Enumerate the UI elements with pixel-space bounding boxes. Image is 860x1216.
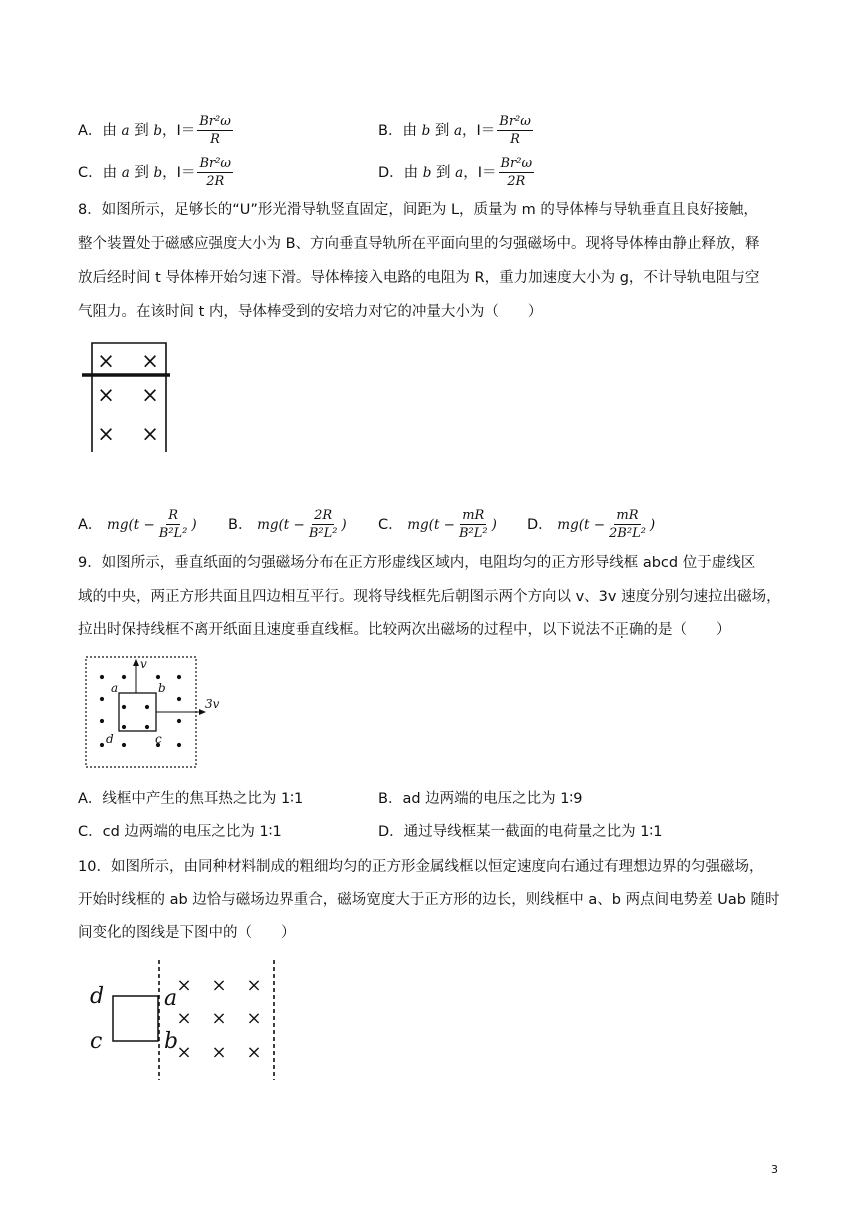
page-number: 3 — [771, 1163, 778, 1176]
svg-text:×: × — [97, 422, 115, 446]
q9-text-line-2: 域的中央，两正方形共面且四边相互平行。现将导线框先后朝图示两个方向以 v、3v 速度分别匀速拉出磁场， — [78, 589, 781, 605]
svg-text:×: × — [176, 975, 192, 996]
svg-text:×: × — [211, 1042, 227, 1063]
svg-text:×: × — [176, 1008, 192, 1029]
q9-field-figure — [84, 655, 224, 770]
q10-text-line-1: 10．如图所示，由同种材料制成的粗细均匀的正方形金属线框以恒定速度向右通过有理想边界的匀强磁场， — [78, 859, 764, 875]
svg-text:×: × — [211, 1008, 227, 1029]
svg-text:×: × — [246, 975, 262, 996]
q8-text-line-2: 整个装置处于磁感应强度大小为 B、方向垂直导轨所在平面向里的匀强磁场中。现将导体棒由静止释放，释 — [78, 236, 760, 252]
svg-text:×: × — [246, 1042, 262, 1063]
q9-text-line-1: 9．如图所示，垂直纸面的匀强磁场分布在正方形虚线区域内，电阻均匀的正方形导线框 abcd 位于虚线区 — [78, 555, 756, 571]
label-b: b — [164, 1029, 179, 1054]
label-c: c — [155, 732, 162, 746]
q8-text-line-3: 放后经时间 t 导体棒开始匀速下滑。导体棒接入电路的电阻为 R，重力加速度大小为 g，不计导轨电阻与空 — [78, 270, 760, 286]
fraction: $\frac{\text{Br²ω}}{R}$ — [199, 114, 231, 147]
q8-option-a: A． mg(t − $\frac{R}{\text{B²L²}}$ ) — [78, 508, 197, 541]
emphasis-not-correct: 不正确 — [600, 622, 644, 638]
label-v: v — [140, 657, 147, 671]
q7-option-d: D．由 b 到 a ，I＝ $\frac{\text{Br²ω}}{2R}$ — [378, 156, 533, 189]
field-cross-symbols — [176, 975, 261, 1063]
q9-option-b: B．ad 边两端的电压之比为 1∶9 — [378, 791, 583, 807]
fraction: $\frac{R}{\text{B²L²}}$ — [158, 508, 188, 541]
label-a: a — [111, 681, 119, 695]
q8-option-b: B． mg(t − $\frac{2R}{\text{B²L²}}$ ) — [228, 508, 347, 541]
q8-option-c: C． mg(t − $\frac{mR}{\text{B²L²}}$ ) — [378, 508, 497, 541]
svg-text:×: × — [141, 349, 159, 373]
svg-text:×: × — [211, 975, 227, 996]
svg-text:×: × — [97, 383, 115, 407]
q7-option-c: C．由 a 到 b ，I＝ $\frac{\text{Br²ω}}{2R}$ — [78, 156, 232, 189]
q7-option-b: B．由 b 到 a ，I＝ $\frac{\text{Br²ω}}{R}$ — [378, 114, 531, 147]
q7-option-a: A．由 a 到 b ，I＝ $\frac{\text{Br²ω}}{R}$ — [78, 114, 231, 147]
field-cross-symbols — [97, 349, 159, 446]
fraction: $\frac{\text{Br²ω}}{2R}$ — [199, 156, 232, 189]
square-loop-abcd — [113, 996, 158, 1041]
q9-option-c: C．cd 边两端的电压之比为 1∶1 — [78, 824, 282, 840]
q9-option-a: A．线框中产生的焦耳热之比为 1∶1 — [78, 791, 304, 807]
svg-text:×: × — [141, 383, 159, 407]
label-d: d — [90, 984, 105, 1009]
fraction: $\frac{\text{Br²ω}}{R}$ — [499, 114, 531, 147]
q8-rail-figure — [80, 340, 175, 455]
fraction: $\frac{\text{Br²ω}}{2R}$ — [500, 156, 533, 189]
fraction: $\frac{mR}{\text{B²L²}}$ — [458, 508, 488, 541]
q8-text-line-1: 8．如图所示，足够长的“U”形光滑导轨竖直固定，间距为 L，质量为 m 的导体棒与导轨垂直且良好接触， — [78, 202, 758, 218]
q10-text-line-2: 开始时线框的 ab 边恰与磁场边界重合，磁场宽度大于正方形的边长，则线框中 a、b 两点间电势差 Uab 随时 — [78, 892, 780, 908]
label-d: d — [106, 732, 114, 746]
q10-text-line-3: 间变化的图线是下图中的（ ） — [78, 925, 296, 941]
q9-text-line-3: 拉出时保持线框不离开纸面且速度垂直线框。比较两次出磁场的过程中，以下说法不正确的是（ ） — [78, 622, 731, 638]
arrowhead-up-icon — [133, 659, 139, 666]
q10-field-figure — [86, 958, 286, 1083]
q8-option-d: D． mg(t − $\frac{mR}{\text{2B²L²}}$ ) — [527, 508, 656, 541]
label-a: a — [164, 986, 178, 1011]
fraction: $\frac{mR}{\text{2B²L²}}$ — [609, 508, 646, 541]
fraction: $\frac{2R}{\text{B²L²}}$ — [308, 508, 338, 541]
q9-option-d: D．通过导线框某一截面的电荷量之比为 1∶1 — [378, 824, 663, 840]
svg-text:×: × — [246, 1008, 262, 1029]
label-b: b — [158, 681, 166, 695]
svg-text:×: × — [141, 422, 159, 446]
svg-text:×: × — [97, 349, 115, 373]
q8-text-line-4: 气阻力。在该时间 t 内，导体棒受到的安培力对它的冲量大小为（ ） — [78, 304, 543, 320]
svg-text:×: × — [176, 1042, 192, 1063]
label-3v: 3v — [205, 697, 220, 711]
label-c: c — [90, 1029, 103, 1054]
